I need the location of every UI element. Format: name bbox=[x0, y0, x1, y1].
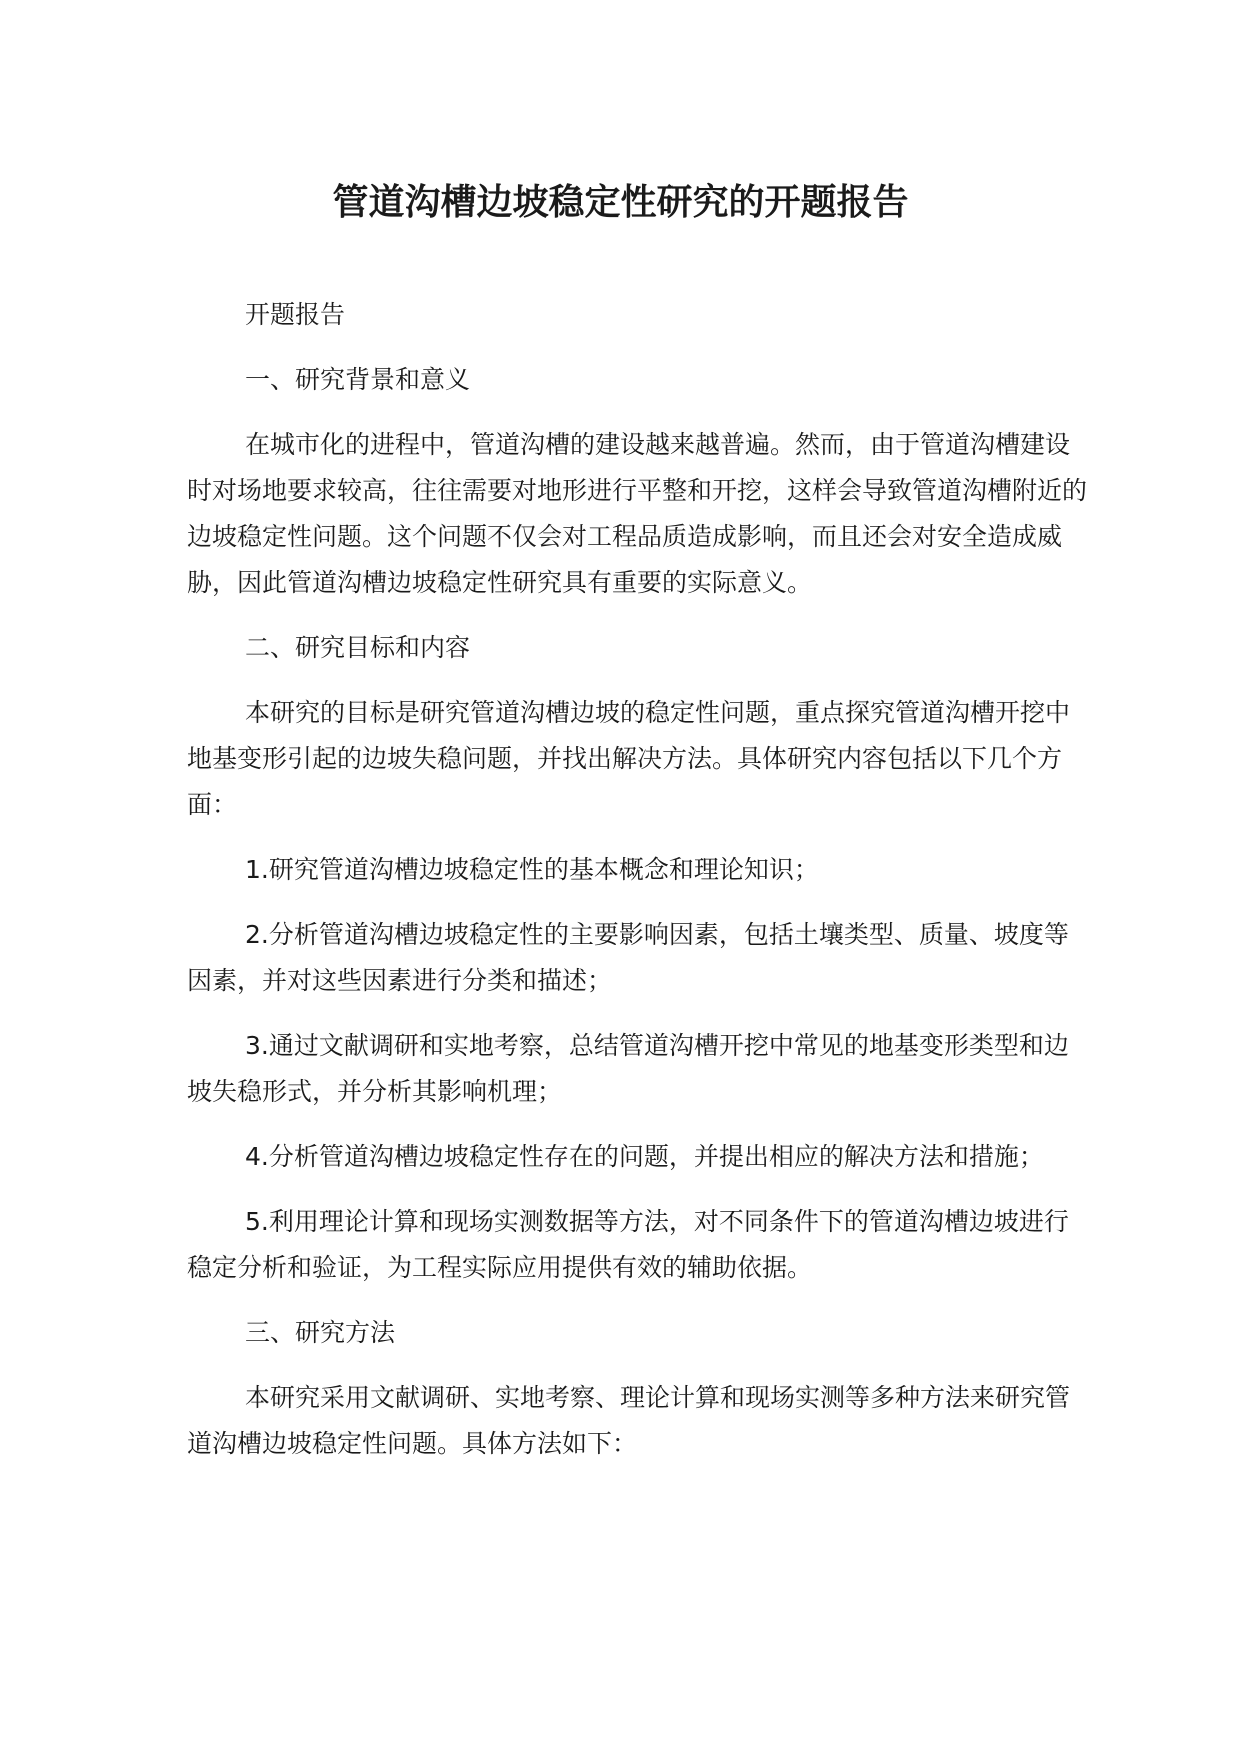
paragraph-background: 在城市化的进程中，管道沟槽的建设越来越普遍。然而，由于管道沟槽建设时对场地要求较高，往往需要对地形进行平整和开挖，这样会导致管道沟槽附近的边坡稳定性问题。这个问题不仅会对工程品质造成影响，而且还会对安全造成威胁，因此管道沟槽边坡稳定性研究具有重要的实际意义。 bbox=[187, 430, 1088, 597]
paragraph-methods: 本研究采用文献调研、实地考察、理论计算和现场实测等多种方法来研究管道沟槽边坡稳定性问题。具体方法如下： bbox=[187, 1383, 1071, 1458]
paragraph-heading-report: 开题报告 bbox=[245, 300, 346, 329]
list-item-1: 1.研究管道沟槽边坡稳定性的基本概念和理论知识； bbox=[245, 855, 819, 884]
document-body bbox=[187, 292, 1087, 1486]
list-item-2: 2.分析管道沟槽边坡稳定性的主要影响因素，包括土壤类型、质量、坡度等因素，并对这些因素进行分类和描述； bbox=[187, 920, 1069, 995]
list-item-5: 5.利用理论计算和现场实测数据等方法，对不同条件下的管道沟槽边坡进行稳定分析和验证，为工程实际应用提供有效的辅助依据。 bbox=[187, 1207, 1069, 1282]
list-item-3: 3.通过文献调研和实地考察，总结管道沟槽开挖中常见的地基变形类型和边坡失稳形式，并分析其影响机理； bbox=[187, 1031, 1069, 1106]
document-title: 管道沟槽边坡稳定性研究的开题报告 bbox=[332, 182, 909, 223]
section-heading-background: 一、研究背景和意义 bbox=[245, 365, 471, 394]
paragraph-goals: 本研究的目标是研究管道沟槽边坡的稳定性问题，重点探究管道沟槽开挖中地基变形引起的边坡失稳问题，并找出解决方法。具体研究内容包括以下几个方面： bbox=[187, 698, 1071, 819]
section-heading-goals: 二、研究目标和内容 bbox=[245, 633, 471, 662]
list-item-4: 4.分析管道沟槽边坡稳定性存在的问题，并提出相应的解决方法和措施； bbox=[245, 1142, 1044, 1171]
section-heading-methods: 三、研究方法 bbox=[245, 1318, 396, 1347]
